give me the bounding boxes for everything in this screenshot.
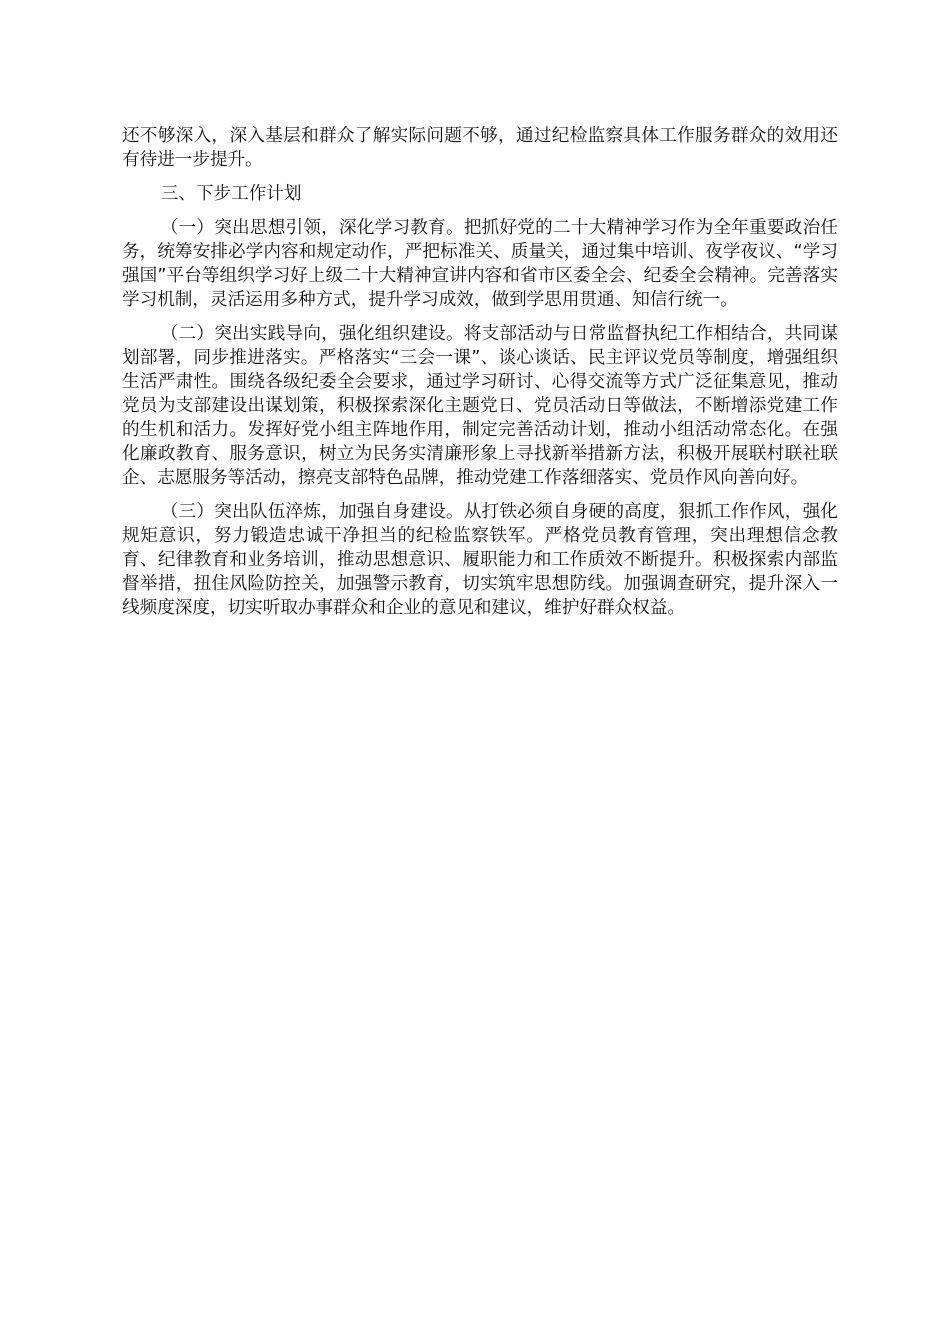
paragraph-ideological-guidance: （一）突出思想引领，深化学习教育。把抓好党的二十大精神学习作为全年重要政治任务，统筹安排必学内容和规定动作，严把标准关、质量关，通过集中培训、夜学夜议、“学习强国”平台等组织学习好上级二十大精神宣讲内容和省市区委全会、纪委全会精神。完善落实学习机制，灵活运用多种方式，提升学习成效，做到学思用贯通、知信行统一。 <box>122 218 838 310</box>
document-body <box>122 124 838 630</box>
section-heading-next-steps: 三、下步工作计划 <box>160 184 302 204</box>
paragraph-team-building: （三）突出队伍淬炼，加强自身建设。从打铁必须自身硬的高度，狠抓工作作风，强化规矩意识，努力锻造忠诚干净担当的纪检监察铁军。严格党员教育管理，突出理想信念教育、纪律教育和业务培训，推动思想意识、履职能力和工作质效不断提升。积极探索内部监督举措，扭住风险防控关，加强警示教育，切实筑牢思想防线。加强调查研究，提升深入一线频度深度，切实听取办事群众和企业的意见和建议，维护好群众权益。 <box>122 502 838 618</box>
paragraph-organization-building: （二）突出实践导向，强化组织建设。将支部活动与日常监督执纪工作相结合，共同谋划部署，同步推进落实。严格落实“三会一课”、谈心谈话、民主评议党员等制度，增强组织生活严肃性。围绕各级纪委全会要求，通过学习研讨、心得交流等方式广泛征集意见，推动党员为支部建设出谋划策，积极探索深化主题党日、党员活动日等做法，不断增添党建工作的生机和活力。发挥好党小组主阵地作用，制定完善活动计划，推动小组活动常态化。在强化廉政教育、服务意识，树立为民务实清廉形象上寻找新举措新方法，积极开展联村联社联企、志愿服务等活动，擦亮支部特色品牌，推动党建工作落细落实、党员作风向善向好。 <box>122 324 838 488</box>
continuation-paragraph: 还不够深入，深入基层和群众了解实际问题不够，通过纪检监察具体工作服务群众的效用还有待进一步提升。 <box>122 126 838 170</box>
